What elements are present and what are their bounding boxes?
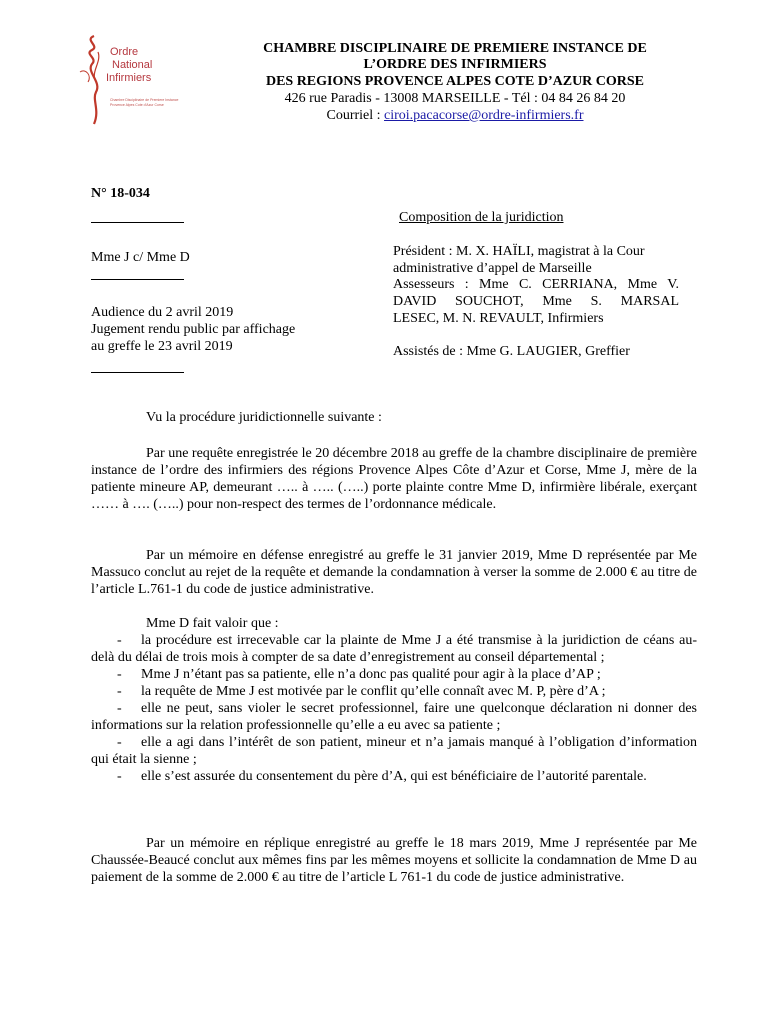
divider-3 (91, 372, 184, 373)
paragraph-arguments (91, 615, 697, 785)
logo-text-infirmiers: Infirmiers (106, 72, 152, 84)
president-line-1: Président : M. X. HAЇLI, magistrat à la Cour (393, 244, 645, 259)
ordre-infirmiers-logo (72, 32, 192, 132)
paragraph-defense-text: Par un mémoire en défense enregistré au greffe le 31 janvier 2019, Mme D représentée par Me Massuco conclut au rejet de la requête et demande la condamnation à verser la somme de 2.000 € au titre de l’article L.761-1 du code de justice administrative. (91, 548, 697, 597)
divider-1 (91, 222, 184, 223)
header-line-3: DES REGIONS PROVENCE ALPES COTE D’AZUR CORSE (265, 74, 645, 89)
case-parties: Mme J c/ Mme D (91, 250, 190, 265)
list-item: - elle s’est assurée du consentement du père d’A, qui est bénéficiaire de l’autorité parentale. (117, 769, 647, 784)
logo-subtitle-1: Chambre Disciplinaire de Premiere Instance (110, 98, 179, 102)
header-email-line (205, 108, 705, 124)
logo-text-national: National (112, 59, 153, 71)
paragraph-defense (91, 547, 697, 598)
header-address: 426 rue Paradis - 13008 MARSEILLE - Tél : 04 84 26 84 20 (284, 91, 626, 106)
composition-title: Composition de la juridiction (399, 210, 564, 225)
list-item: - la procédure est irrecevable car la plainte de Mme J a été transmise à la juridiction de céans au-delà du délai de trois mois à compter de sa date d’enregistrement au conseil départemental ; (91, 633, 697, 665)
paragraph-reply-text: Par un mémoire en réplique enregistré au greffe le 18 mars 2019, Mme J représentée par Me Chaussée-Beaucé conclut aux mêmes fins par les mêmes moyens et sollicite la condamnation de Mme D au paiement de la somme de 2.000 € au titre de l’article L 761-1 du code de justice administrative. (91, 836, 697, 885)
paragraph-reply (91, 835, 697, 886)
assessors-line-3: LESEC, M. N. REVAULT, Infirmiers (393, 311, 604, 326)
president-line-2: administrative d’appel de Marseille (393, 261, 592, 276)
case-number: N° 18-034 (91, 186, 150, 201)
assessors-line-2: DAVID SOUCHOT, Mme S. MARSAL (393, 294, 679, 309)
paragraph-request (91, 445, 697, 513)
arguments-intro: Mme D fait valoir que : (146, 616, 279, 631)
assessors-line-1: Assesseurs : Mme C. CERRIANA, Mme V. (393, 277, 679, 292)
email-link[interactable]: ciroi.pacacorse@ordre-infirmiers.fr (384, 108, 584, 123)
judgment-line-2: au greffe le 23 avril 2019 (91, 339, 233, 354)
list-item: - elle a agi dans l’intérêt de son patient, mineur et n’a jamais manqué à l’obligation d’information qui était la sienne ; (91, 735, 697, 767)
list-item: - la requête de Mme J est motivée par le conflit qu’elle connaît avec M. P, père d’A ; (117, 684, 606, 699)
divider-2 (91, 279, 184, 280)
paragraph-request-text: Par une requête enregistrée le 20 décembre 2018 au greffe de la chambre disciplinaire de première instance de l’ordre des infirmiers des régions Provence Alpes Côte d’Azur et Corse, Mme J, mère de la patiente mineure AP, demeurant ….. à ….. (…..) porte plainte contre Mme D, infirmière libérale, exerçant …… à …. (…..) pour non-respect des termes de l’ordonnance médicale. (91, 446, 697, 512)
header-line-1: CHAMBRE DISCIPLINAIRE DE PREMIERE INSTANCE DE (263, 41, 647, 56)
header-line-2: L’ORDRE DES INFIRMIERS (363, 57, 547, 72)
hearing-date: Audience du 2 avril 2019 (91, 305, 234, 320)
logo-text-ordre: Ordre (110, 46, 139, 58)
email-label: Courriel : (326, 108, 385, 123)
list-item: - Mme J n’étant pas sa patiente, elle n’a donc pas qualité pour agir à la place d’AP ; (117, 667, 601, 682)
list-item: - elle ne peut, sans violer le secret professionnel, faire une quelconque déclaration ni donner des informations sur la relation professionnelle qu’elle a eu avec sa patiente ; (91, 701, 697, 733)
assisted-by: Assistés de : Mme G. LAUGIER, Greffier (393, 344, 630, 359)
logo-subtitle-2: Provence Alpes Cote d'Azur Corse (110, 103, 164, 107)
judgment-line-1: Jugement rendu public par affichage (91, 322, 296, 337)
procedure-intro: Vu la procédure juridictionnelle suivante : (146, 410, 382, 425)
